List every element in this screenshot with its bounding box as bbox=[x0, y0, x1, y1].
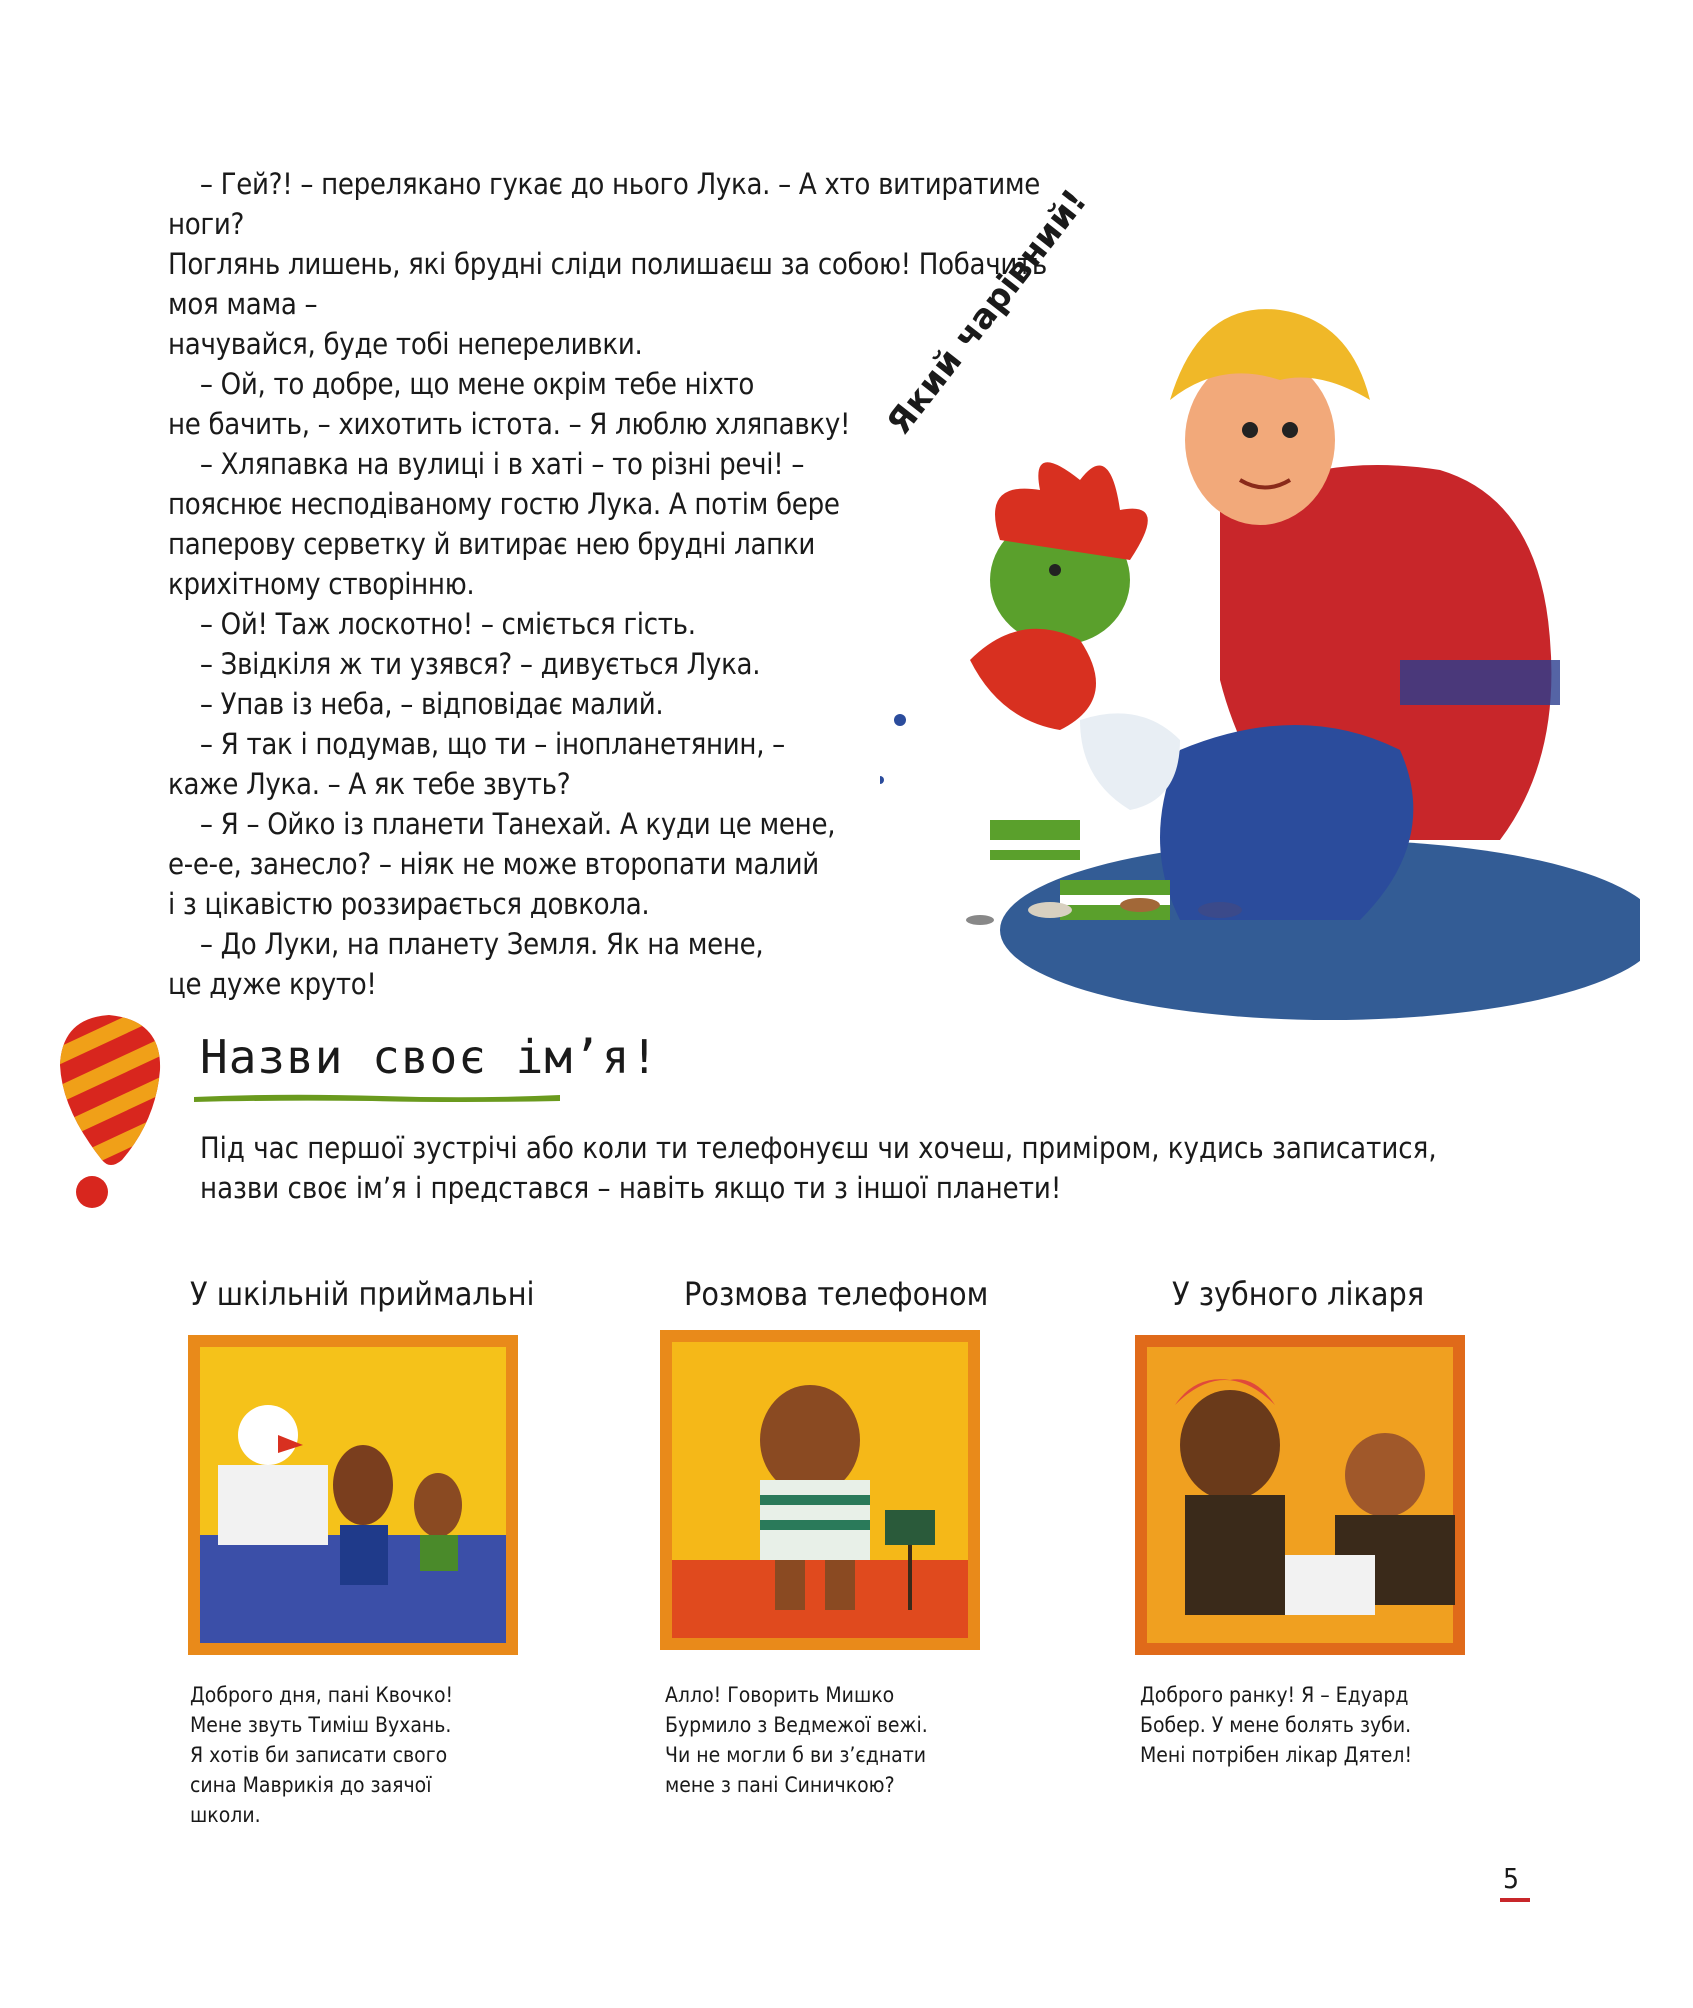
panel-caption-school bbox=[190, 1680, 520, 1830]
caption-line: сина Маврикія до заячої bbox=[190, 1773, 432, 1797]
caption-line: Я хотів би записати свого bbox=[190, 1743, 448, 1767]
caption-line: мене з пані Синичкою? bbox=[665, 1773, 895, 1797]
story-line: е-е-е, занесло? – ніяк не може второпати малий bbox=[168, 847, 819, 881]
caption-line: Мене звуть Тиміш Вухань. bbox=[190, 1713, 452, 1737]
panel-caption-dentist bbox=[1140, 1680, 1470, 1770]
panel-art-school bbox=[188, 1335, 518, 1655]
speech-exclamation bbox=[879, 181, 1225, 530]
section-text-line: Під час першої зустрічі або коли ти телефонуєш чи хочеш, приміром, кудись записатися, bbox=[200, 1131, 1437, 1165]
story-line: паперову серветку й витирає нею брудні лапки bbox=[168, 527, 816, 561]
panel-art-phone bbox=[660, 1330, 980, 1650]
story-line: – Ой! Таж лоскотно! – сміється гість. bbox=[168, 607, 696, 641]
caption-line: Алло! Говорить Мишко bbox=[665, 1683, 895, 1707]
story-line: це дуже круто! bbox=[168, 967, 377, 1001]
caption-line: Мені потрібен лікар Дятел! bbox=[1140, 1743, 1413, 1767]
story-line: каже Лука. – А як тебе звуть? bbox=[168, 767, 571, 801]
panel-art-dentist bbox=[1135, 1335, 1465, 1655]
story-line: начувайся, буде тобі непереливки. bbox=[168, 327, 643, 361]
caption-line: Бурмило з Ведмежої вежі. bbox=[665, 1713, 928, 1737]
section-text-line: назви своє ім’я і представся – навіть якщо ти з іншої планети! bbox=[200, 1171, 1062, 1205]
story-line: – Я – Ойко із планети Танехай. А куди це мене, bbox=[168, 807, 836, 841]
page-number: 5 bbox=[1503, 1862, 1520, 1895]
story-line: – Гей?! – перелякано гукає до нього Лука. – А хто витиратиме ноги? bbox=[168, 167, 1040, 241]
story-line: – Упав із неба, – відповідає малий. bbox=[168, 687, 664, 721]
story-line: не бачить, – хихотить істота. – Я люблю хляпавку! bbox=[168, 407, 851, 441]
caption-line: Чи не могли б ви з’єднати bbox=[665, 1743, 927, 1767]
speech-text: Який чарівний! bbox=[879, 181, 1095, 443]
panel-title-school: У шкільній приймальні bbox=[190, 1275, 535, 1313]
caption-line: Доброго дня, пані Квочко! bbox=[190, 1683, 454, 1707]
story-line: пояснює несподіваному гостю Лука. А потім бере bbox=[168, 487, 840, 521]
story-line: – Я так і подумав, що ти – інопланетянин, – bbox=[168, 727, 785, 761]
title-underline bbox=[192, 1090, 562, 1104]
story-line: – Хляпавка на вулиці і в хаті – то різні речі! – bbox=[168, 447, 805, 481]
panel-title-phone: Розмова телефоном bbox=[684, 1275, 989, 1313]
story-line: крихітному створінню. bbox=[168, 567, 475, 601]
caption-line: Доброго ранку! Я – Едуард bbox=[1140, 1683, 1409, 1707]
caption-line: школи. bbox=[190, 1803, 261, 1827]
section-text bbox=[200, 1128, 1500, 1208]
story-line: і з цікавістю роззирається довкола. bbox=[168, 887, 650, 921]
panel-title-dentist: У зубного лікаря bbox=[1172, 1275, 1425, 1313]
caption-line: Бобер. У мене болять зуби. bbox=[1140, 1713, 1412, 1737]
story-line: Поглянь лишень, які брудні сліди полишаєш за собою! Побачить моя мама – bbox=[168, 247, 1047, 321]
exclamation-icon bbox=[52, 1010, 167, 1210]
section-title: Назви своє ім’я! bbox=[200, 1030, 660, 1084]
page-number-underline bbox=[1500, 1898, 1530, 1902]
story-line: – Звідкіля ж ти узявся? – дивується Лука. bbox=[168, 647, 761, 681]
panel-caption-phone bbox=[665, 1680, 995, 1800]
story-line: – До Луки, на планету Земля. Як на мене, bbox=[168, 927, 764, 961]
story-line: – Ой, то добре, що мене окрім тебе ніхто bbox=[168, 367, 755, 401]
